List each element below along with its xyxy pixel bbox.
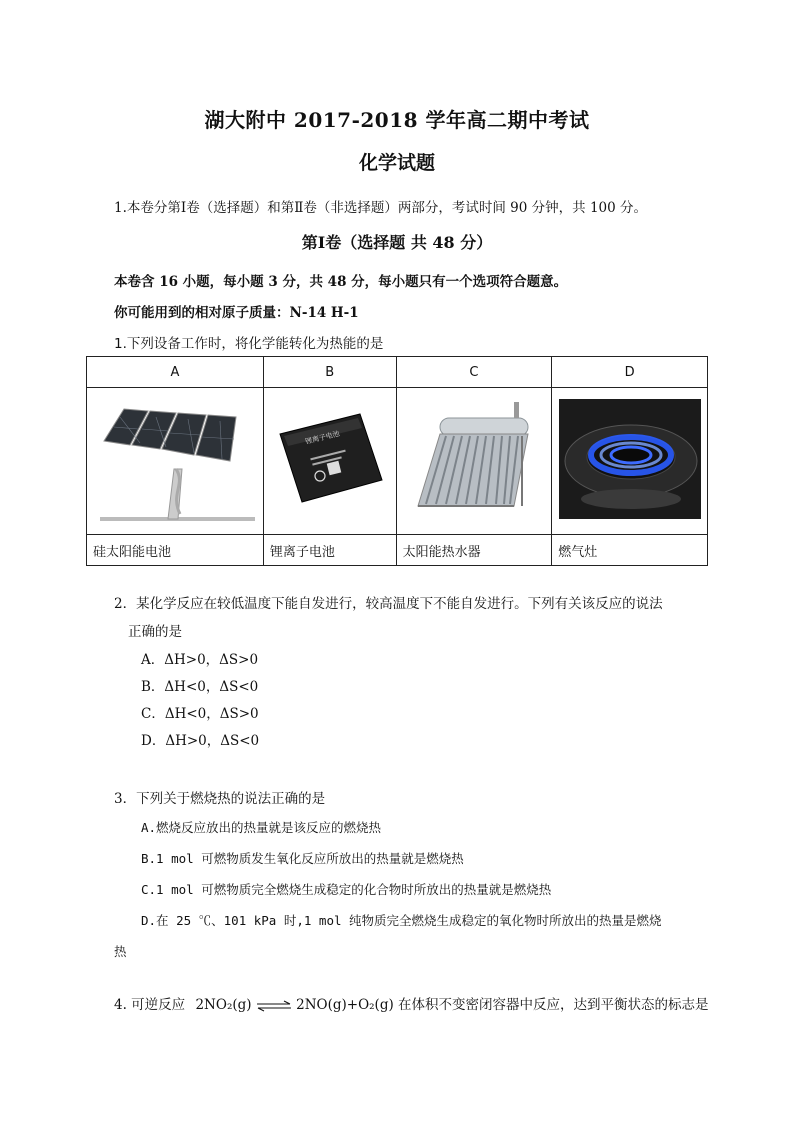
q3-option-d: D.在 25 ℃、101 kPa 时,1 mol 纯物质完全燃烧生成稳定的氧化物时所放出的热量是燃烧 <box>141 913 662 928</box>
q1-image-cell-d <box>552 388 708 535</box>
q1-image-cell-a <box>87 388 264 535</box>
q1-table <box>86 356 708 566</box>
exam-note: 1.本卷分第Ⅰ卷（选择题）和第Ⅱ卷（非选择题）两部分，考试时间 90 分钟，共 100 分。 <box>114 200 647 216</box>
section-instruction: 本卷含 16 小题，每小题 3 分，共 48 分，每小题只有一个选项符合题意。 <box>114 274 568 290</box>
q2-option-c: C．ΔH<0，ΔS>0 <box>141 706 259 722</box>
battery-label: 锂离子电池 <box>304 429 341 446</box>
q1-image-cell-b <box>263 388 396 535</box>
solar-water-heater-image <box>404 394 544 524</box>
q3-option-d-continued: 热 <box>114 944 127 959</box>
q1-header-a: A <box>87 357 264 388</box>
q1-image-cell-c <box>396 388 552 535</box>
equilibrium-arrow-icon <box>256 1000 292 1012</box>
q2-stem-line2: 正确的是 <box>128 624 182 640</box>
section-title: 第Ⅰ卷（选择题 共 48 分） <box>301 233 493 252</box>
q1-label-b: 锂离子电池 <box>263 535 396 566</box>
q1-header-c: C <box>396 357 552 388</box>
q3-option-a: A.燃烧反应放出的热量就是该反应的燃烧热 <box>141 820 382 835</box>
q1-header-b: B <box>263 357 396 388</box>
gas-stove-image <box>559 399 701 519</box>
q3-option-b: B.1 mol 可燃物质发生氧化反应所放出的热量就是燃烧热 <box>141 851 464 866</box>
q2-option-b: B．ΔH<0，ΔS<0 <box>141 679 259 695</box>
solar-panel-image <box>90 389 260 529</box>
q3-option-c: C.1 mol 可燃物质完全燃烧生成稳定的化合物时所放出的热量就是燃烧热 <box>141 882 552 897</box>
q1-label-a: 硅太阳能电池 <box>87 535 264 566</box>
q1-label-c: 太阳能热水器 <box>396 535 552 566</box>
q1-stem: 1.下列设备工作时，将化学能转化为热能的是 <box>114 336 384 352</box>
q2-stem-line1: 2．某化学反应在较低温度下能自发进行，较高温度下不能自发进行。下列有关该反应的说法 <box>114 596 663 612</box>
q1-label-d: 燃气灶 <box>552 535 708 566</box>
q3-stem: 3．下列关于燃烧热的说法正确的是 <box>114 791 326 807</box>
q4-stem <box>114 993 709 1013</box>
q4-suffix: 在体积不变密闭容器中反应，达到平衡状态的标志是 <box>398 997 709 1013</box>
exam-title: 湖大附中 2017-2018 学年高二期中考试 <box>204 108 590 132</box>
q2-option-a: A．ΔH>0，ΔS>0 <box>141 652 259 668</box>
q1-header-d: D <box>552 357 708 388</box>
q4-right: 2NO(g)+O₂(g) <box>296 997 394 1013</box>
battery-image <box>270 404 390 514</box>
q4-prefix: 4. 可逆反应 <box>114 997 186 1013</box>
q4-left: 2NO₂(g) <box>195 997 252 1013</box>
exam-subtitle: 化学试题 <box>358 152 435 174</box>
q2-option-d: D．ΔH>0，ΔS<0 <box>141 733 260 749</box>
atomic-masses: 你可能用到的相对原子质量：N-14 H-1 <box>114 305 359 321</box>
